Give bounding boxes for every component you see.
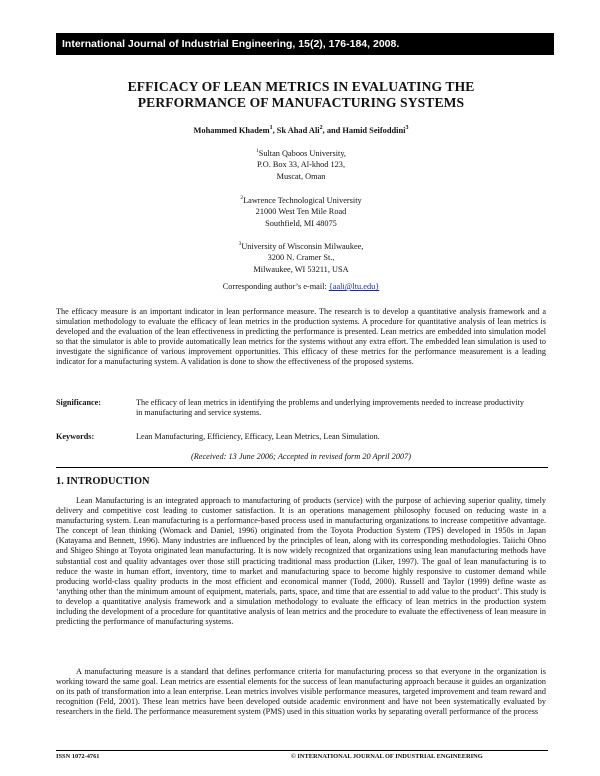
affiliation-line: Muscat, Oman	[276, 171, 326, 181]
author-list	[56, 125, 546, 135]
affiliation-sup: 2	[240, 195, 244, 201]
section-heading: 1. INTRODUCTION	[56, 476, 150, 487]
significance-label: Significance:	[56, 398, 102, 407]
affiliation-sup: 3	[238, 241, 242, 247]
keywords-text: Lean Manufacturing, Efficiency, Efficacy, Lean Metrics, Lean Simulation.	[136, 432, 380, 441]
author-sup: 3	[405, 125, 409, 131]
footer-divider	[56, 750, 548, 751]
issn-footer: ISSN 1072-4761	[56, 753, 100, 760]
affiliation-line: Lawrence Technological University	[243, 195, 362, 205]
author-separator: , and	[322, 125, 343, 135]
affiliation-line: P.O. Box 33, Al-khod 123,	[256, 160, 346, 170]
intro-paragraph-1: Lean Manufacturing is an integrated approach to manufacturing of products (service) with the purpose of achieving superior quality, timely delivery and competitive cost leading to customer satisfaction. It is an operations management philosophy focused on reducing waste in a manufacturing system. Lean manufacturing is a performance-based process used in manufacturing organizations to increase competitive advantage. The concept of lean thinking (Womack and Daniel, 1996) originated from the Toyota Production System (TPS) developed in 1950s in Japan (Katayama and Bennett, 1996). Many industries are influenced by the principles of lean, along with its corresponding methodologies. Taiichi Ohno and Shigeo Shingo at Toyota originated lean manufacturing. It is now widely recognized that organizations using lean manufacturing methods have substantial cost and quality advantages over those still practicing traditional mass production (Liker, 1997). The goal of lean manufacturing is to reduce the waste in human effort, inventory, time to market and manufacturing space to become highly responsive to customer demand while producing world-class quality products in the most efficient and economical manner (Todd, 2000). Russell and Taylor (1999) define waste as ‘anything other than the minimum amount of equipment, materials, parts, space, and time that are essential to add value to the product’. This study is to develop a quantitative analysis framework and a simulation methodology to evaluate the efficacy of lean metrics in the production system including the development of a procedure for quantitative analysis of lean metrics and the procedure to evaluate the effectiveness of lean measure in predicting the performance of manufacturing systems.	[56, 496, 546, 627]
received-dates: (Received: 13 June 2006; Accepted in revised form 20 April 2007)	[190, 452, 412, 461]
author-sup: 2	[319, 125, 323, 131]
journal-header-bar: International Journal of Industrial Engineering, 15(2), 176-184, 2008.	[56, 33, 554, 55]
affiliation-2	[56, 193, 546, 229]
title-line-1: EFFICACY OF LEAN METRICS IN EVALUATING THE	[127, 79, 475, 94]
author-email-link[interactable]: {aali@ltu.edu}	[328, 282, 380, 291]
affiliation-line: Southfield, MI 48075	[265, 218, 337, 228]
section-divider	[56, 467, 548, 468]
copyright-footer: © INTERNATIONAL JOURNAL OF INDUSTRIAL ENGINEERING	[291, 753, 483, 760]
author-name: Hamid Seifoddini	[342, 125, 406, 135]
affiliation-line: Sultan Qaboos University,	[258, 148, 346, 158]
correspondence-label: Corresponding author’s e-mail:	[222, 282, 329, 291]
significance-text: The efficacy of lean metrics in identifying the problems and underlying improvements needed to increase productivity in manufacturing and service systems.	[136, 398, 524, 418]
corresponding-author	[56, 282, 546, 291]
paper-title	[56, 79, 546, 111]
author-name: Sk Ahad Ali	[276, 125, 320, 135]
affiliation-1	[56, 146, 546, 182]
intro-paragraph-2: A manufacturing measure is a standard that defines performance criteria for manufacturing process so that everyone in the organization is working toward the same goal. Lean metrics are essential elements for the success of lean manufacturing approach because it guides an organization on its path of transformation into a lean enterprise. Lean metrics involves visible performance measures, targeted improvement and team reward and recognition (Feld, 2001). These lean metrics have been developed outside academic environment and have not been systematically evaluated by researchers in the field. The performance measurement system (PMS) used in this situation works by separating overall performance of the process	[56, 667, 546, 717]
affiliation-line: 21000 West Ten Mile Road	[255, 207, 347, 217]
abstract-text: The efficacy measure is an important indicator in lean performance measure. The research is to develop a quantitative analysis framework and a simulation methodology to evaluate the efficacy of lean metrics in the production systems. A procedure for quantitative analysis of lean metrics is developed and the evaluation of the lean effectiveness in predicting the performance is presented. Lean metrics are embedded into simulation model so that the simulator is able to provide automatically lean metrics for the systems without any extra effort. The embedded lean simulation is used to investigate the significance of various improvement opportunities. This efficacy of these metrics for the performance measurement is a leading indicator for a manufacturing system. A validation is done to show the effectiveness of the proposed systems.	[56, 307, 546, 367]
affiliation-line: 3200 N. Cramer St.,	[267, 253, 335, 263]
author-separator: ,	[272, 125, 277, 135]
affiliation-line: University of Wisconsin Milwaukee,	[241, 241, 364, 251]
affiliation-sup: 1	[255, 148, 259, 154]
author-name: Mohammed Khadem	[193, 125, 270, 135]
title-line-2: PERFORMANCE OF MANUFACTURING SYSTEMS	[137, 95, 465, 110]
affiliation-3	[56, 239, 546, 275]
author-sup: 1	[269, 125, 273, 131]
affiliation-line: Milwaukee, WI 53211, USA	[253, 264, 349, 274]
keywords-label: Keywords:	[56, 432, 95, 441]
